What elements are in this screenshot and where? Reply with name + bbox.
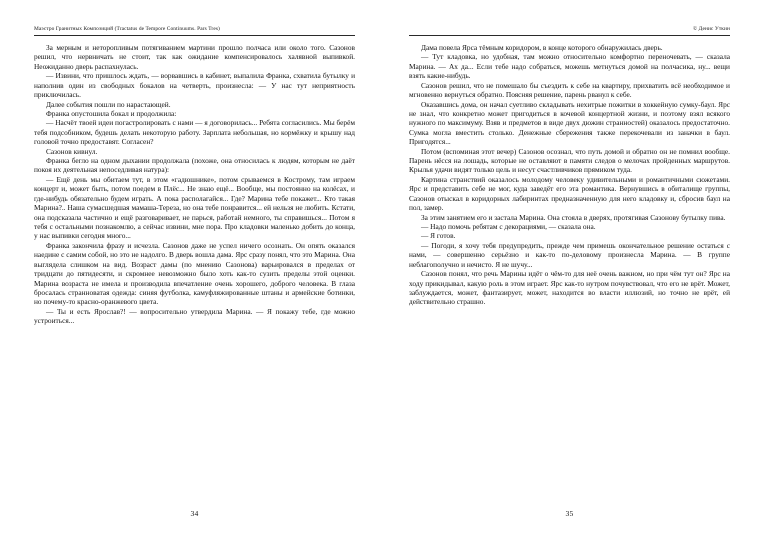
page-gutter xyxy=(381,0,382,540)
page-number-right: 35 xyxy=(565,509,574,518)
header-rule-left xyxy=(34,35,355,36)
paragraph: Сазонов кивнул. xyxy=(46,146,98,156)
paragraph: Сазонов решил, что не помешало бы съездить к себе на квартиру, прихватить всё необходимое и мгновенно вернуться обратно. Поясняя решение, парень рванул к себе. xyxy=(409,80,730,100)
paragraph: — Ты и есть Ярослав?! — вопросительно утвердила Марина. — Я покажу тебе, где можно устроиться... xyxy=(34,306,355,326)
paragraph: Дама повела Ярса тёмным коридором, в конце которого обнаружилась дверь. xyxy=(421,42,663,52)
running-head-right: © Денис Уткин xyxy=(692,26,730,32)
paragraph: Франка закончила фразу и исчезла. Сазонов даже не успел ничего осознать. Он опять оказался наедине с самим собой, но это не надолго. В дверь вошла дама. Ярс сразу понял, что это Марина. Она выглядела слишком на вид. Возраст дамы (по мнению Сазонова) варьировался в пределах от тридцати до пятидесяти, и скромнее невозможно было хоть как-то сузить пределы этой оценки. Марина возраста не имела и производила впечатление очень хорошего, доброго человека. В глаза бросалась странноватая одежда: синяя футболка, камуфляжированные штаны и армейские ботинки, но почему-то красно-оранжевого цвета. xyxy=(34,240,355,307)
running-head-left: Маэстро Гранитных Композиций (Tractatus de Tempore Continuums. Pars Tres) xyxy=(34,26,220,32)
paragraph: — Насчёт твоей идеи погастролировать с нами — я договорилась... Ребята согласились. Мы берём тебя подсобником, будешь делать некоторую работу. Зарплата небольшая, но кормёжку и крышу над головой точно предоставят. Согласен? xyxy=(34,118,355,147)
paragraph: — Ещё день мы обитаем тут, в этом «гадюшнике», потом срываемся в Кострому, там играем концерт и, может быть, потом поедем в Плёс... Не знаю ещё... Вообще, мы постоянно на колёсах, и где-нибудь обязательно будем играть. А пока располагайся... Где? Марина тебе покажет... Кто такая Марина?.. Наша сумасшедшая мамаша-Тереза, но она тебе понравится... ей нельзя не любить. Кстати, она подсказала частично и ещё разговаривает, не парься, работай немного, ты справишься... Потом я тебя с остальными познакомлю, а сейчас извини, мне пора. Про кладовки маленько добить до конца, у нас выпивки сегодня много... xyxy=(34,174,355,241)
page-body-right xyxy=(409,43,730,503)
paragraph: — Извини, что пришлось ждать, — ворвавшись в кабинет, выпалила Франка, схватила бутылку и наполнив один из свободных бокалов на четверть, произнесла: — У нас тут неприятность приключилась. xyxy=(34,71,355,100)
paragraph: — Надо помочь ребятам с декорациями, — сказала она. xyxy=(421,222,596,231)
page-body-left xyxy=(34,43,355,503)
paragraph: Далее события пошли по нарастающей. xyxy=(46,99,171,109)
paragraph: Франка бегло на одном дыхании продолжала (похоже, она относилась к людям, которым не даёт покоя их деятельная непоседливая натура): xyxy=(34,156,355,175)
paragraph: Франка опустошила бокал и продолжила: xyxy=(46,108,177,118)
paragraph: За этим занятием его и застала Марина. Она стояла в дверях, протягивая Сазонову бутылку пива. xyxy=(421,212,726,222)
paragraph: — Погоди, я хочу тебя предупредить, прежде чем примешь окончательное решение остаться с нами, — совершенно серьёзно и как-то по-деловому произнесла Марина. — В группе неблагополучно и нечисто. Я не шучу... xyxy=(409,240,730,269)
page-right xyxy=(381,0,762,540)
paragraph: — Я готов. xyxy=(421,231,456,241)
paragraph: Оказавшись дома, он начал суетливо складывать нехитрые пожитки в хоккейную сумку-баул. Ярс не знал, что конкретно может пригодиться в кочевой концертной жизни, и поэтому взял всякого нужного по максимуму. Взяв и предметов в виде двух дюжин странностей) оказалось предостаточно. Сумка могла вместить столько. Денежные сбережения также перекочевали из заначки в баул. Пригодятся... xyxy=(409,99,730,147)
page-number-left: 34 xyxy=(190,509,199,518)
paragraph: Картина странствий оказалось молодому человеку удивительными и романтичными сюжетами. Ярс и представить себе не мог, куда заведёт его эта романтика. Вернувшись в обиталище группы, Сазонов отыскал в коридорных лабиринтах предназначенную для него кладовку и, сбросив баул на пол, замер. xyxy=(409,174,730,213)
paragraph: За мерным и неторопливым потягиванием мартини прошло полчаса или около того. Сазонов решил, что нервничать не стоит, так как ожидание компенсировалось халявной выпивкой. Неожиданно дверь распахнулась. xyxy=(34,42,355,71)
header-rule-right xyxy=(409,35,730,36)
paragraph: Сазонов понял, что речь Марины идёт о чём-то для неё очень важном, но при чём тут он? Ярс на ходу прикидывал, какую роль в этом играет. Ярс как-то нутром почувствовал, что его не врёт. Может, заблуждается, может, фантазирует, может, находится во власти иллюзий, но точно не врёт, ей действительно страшно. xyxy=(409,269,730,307)
paragraph: — Тут кладовка, но удобная, там можно относительно комфортно переночевать, — сказала Марина. — Ах да... Если тебе надо собраться, можешь метнуться домой на полчасика, ну... вещи взять какие-нибудь. xyxy=(409,52,730,81)
paragraph: Потом (вспоминая этот вечер) Сазонов осознал, что путь домой и обратно он не помнил вообще. Парень нёсся на лошадь, которые не оставляют в памяти следов о мелочах пройденных маршрутов. Крылья удачи видят только цель и несут счастливчиков прямиком туда. xyxy=(409,146,730,175)
